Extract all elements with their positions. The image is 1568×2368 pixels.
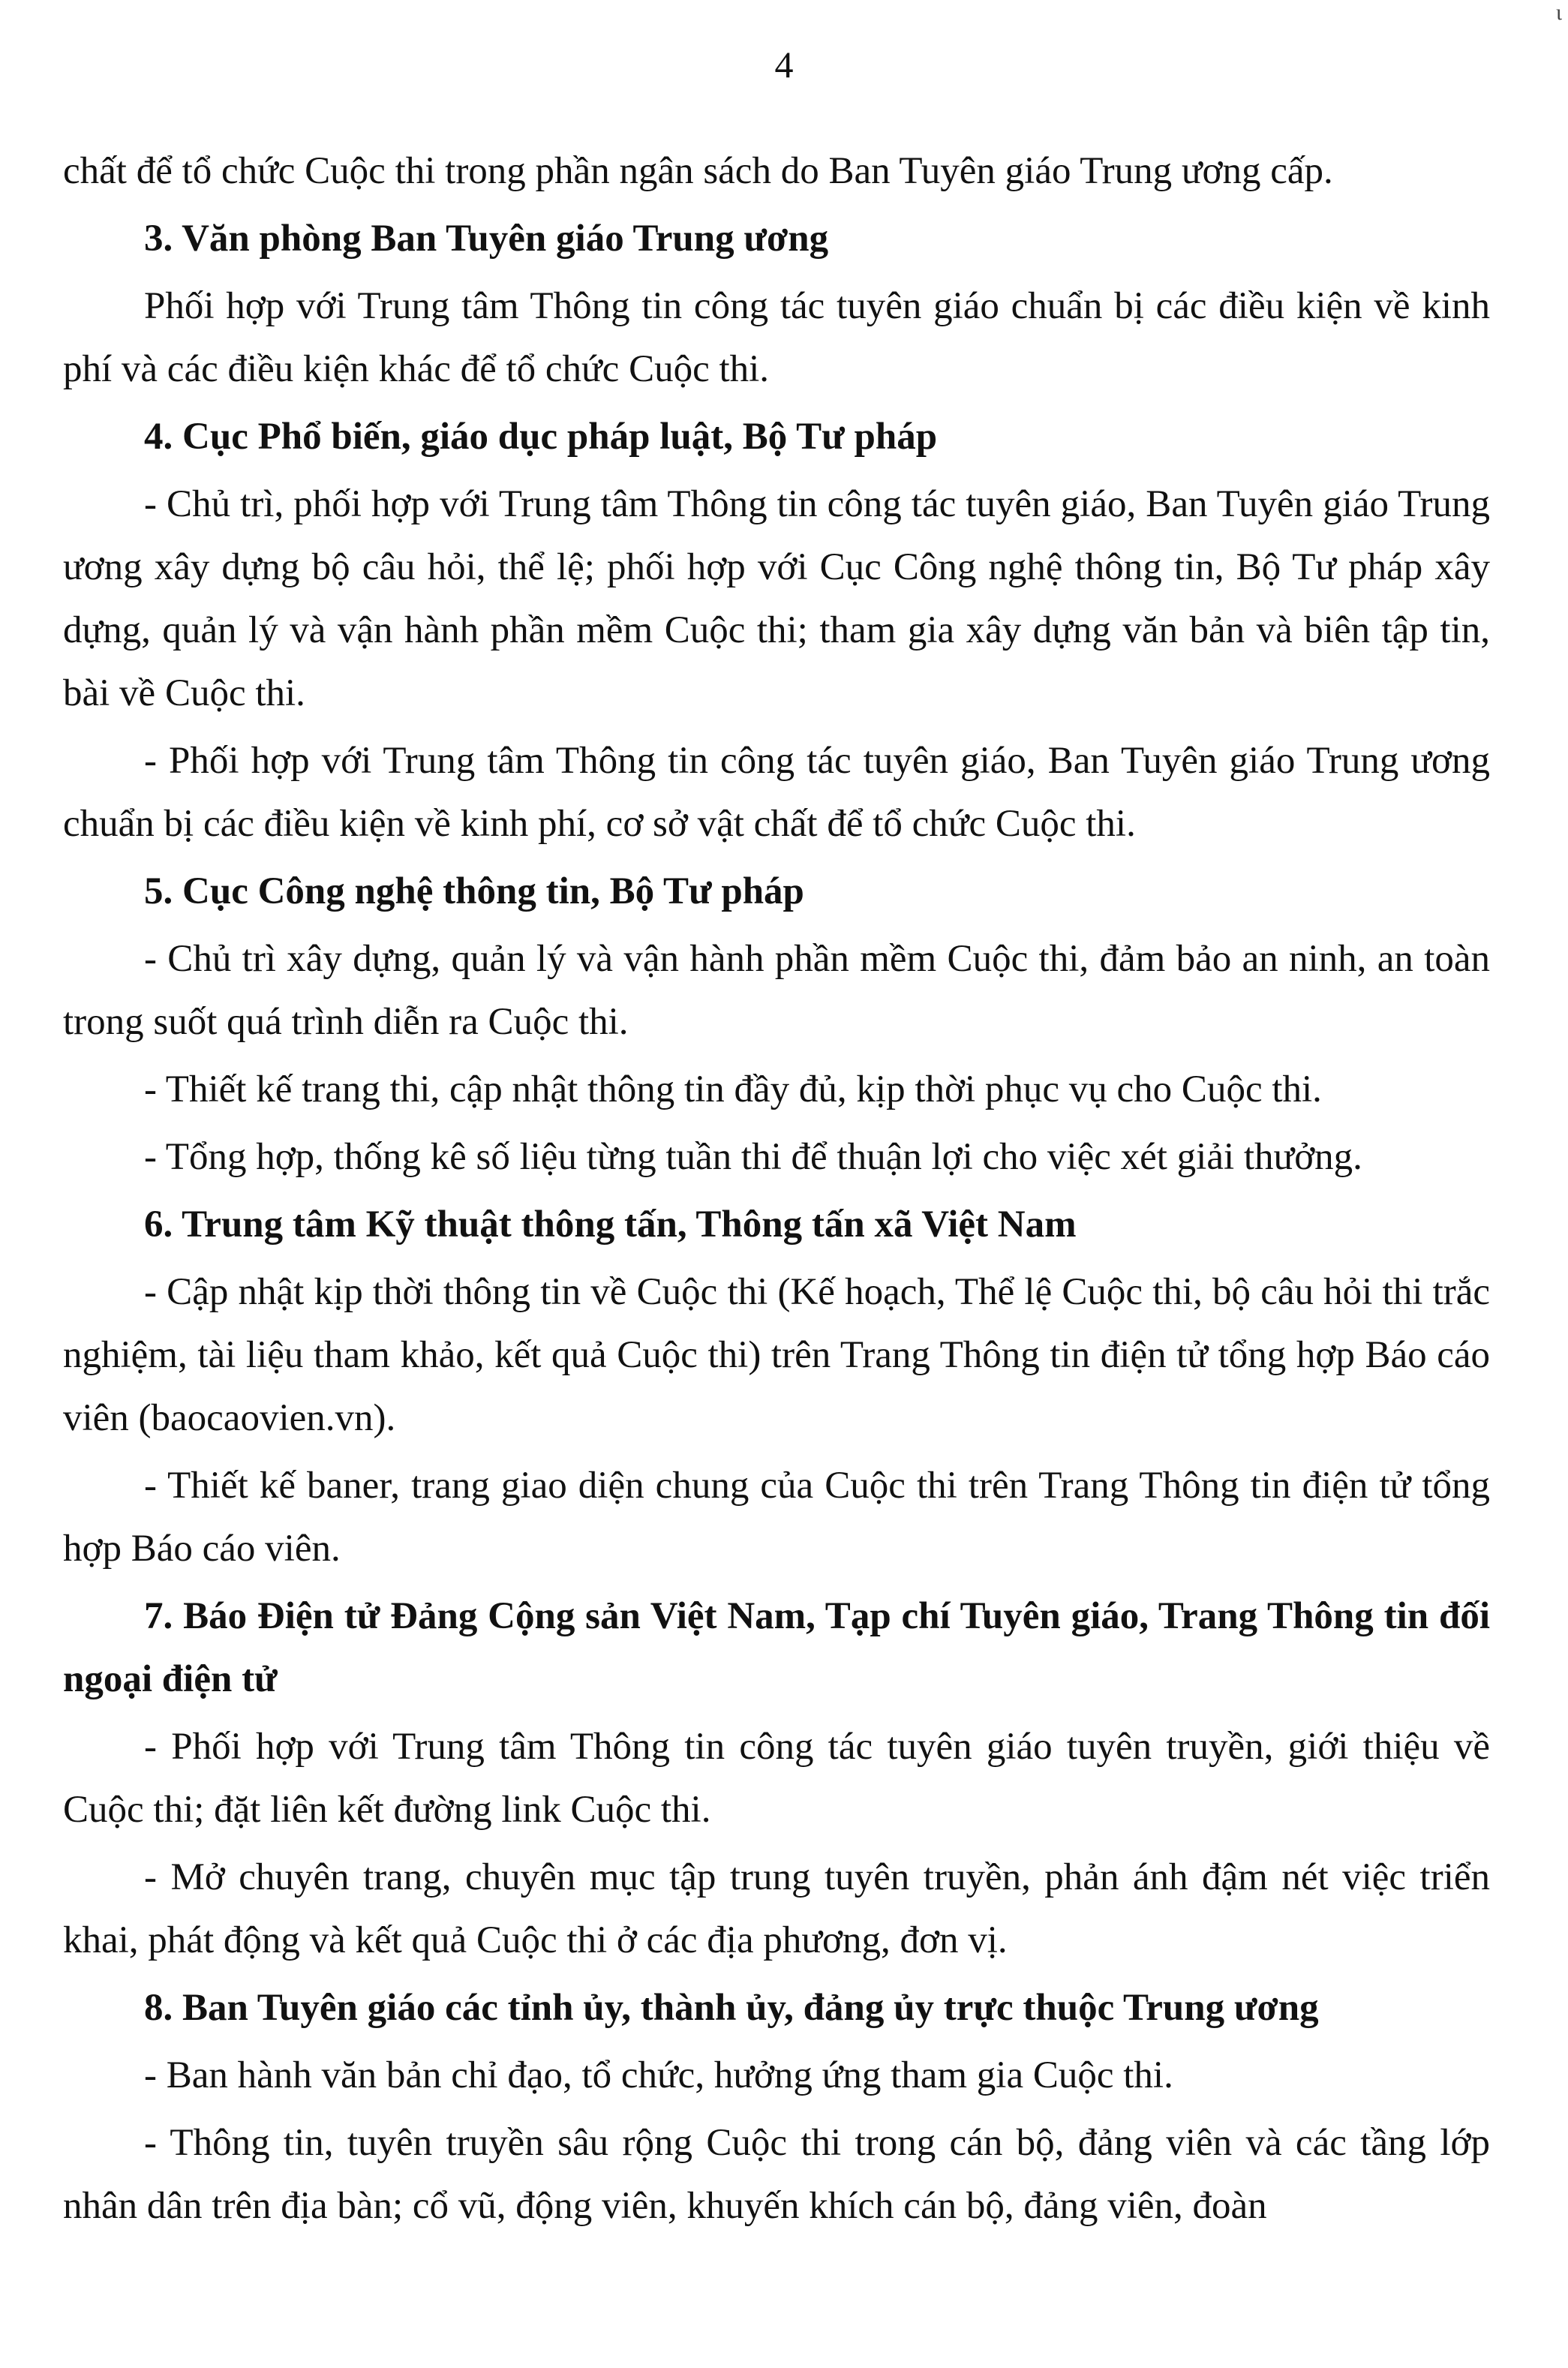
- section-heading-8: 8. Ban Tuyên giáo các tỉnh ủy, thành ủy, đảng ủy trực thuộc Trung ương: [144, 1987, 1319, 2029]
- section-8-paragraph-1: - Ban hành văn bản chỉ đạo, tổ chức, hưởng ứng tham gia Cuộc thi.: [144, 2054, 1173, 2096]
- scan-mark: ι: [1555, 0, 1562, 25]
- continued-paragraph: chất để tổ chức Cuộc thi trong phần ngân sách do Ban Tuyên giáo Trung ương cấp.: [63, 150, 1333, 192]
- section-7-paragraph-2: - Mở chuyên trang, chuyên mục tập trung tuyên truyền, phản ánh đậm nét việc triển khai, phát động và kết quả Cuộc thi ở các địa phương, đơn vị.: [63, 1856, 1490, 1961]
- section-8-paragraph-2: - Thông tin, tuyên truyền sâu rộng Cuộc thi trong cán bộ, đảng viên và các tầng lớp nhân dân trên địa bàn; cổ vũ, động viên, khuyến khích cán bộ, đảng viên, đoàn: [63, 2122, 1490, 2227]
- section-heading-6: 6. Trung tâm Kỹ thuật thông tấn, Thông tấn xã Việt Nam: [144, 1204, 1077, 1246]
- section-6-paragraph-1: - Cập nhật kịp thời thông tin về Cuộc thi (Kế hoạch, Thể lệ Cuộc thi, bộ câu hỏi thi trắc nghiệm, tài liệu tham khảo, kết quả Cuộc thi) trên Trang Thông tin điện tử tổng hợp Báo cáo viên (baocaovien.vn).: [63, 1271, 1490, 1439]
- section-heading-7: 7. Báo Điện tử Đảng Cộng sản Việt Nam, Tạp chí Tuyên giáo, Trang Thông tin đối ngoại điện tử: [63, 1595, 1490, 1700]
- section-7-paragraph-1: - Phối hợp với Trung tâm Thông tin công tác tuyên giáo tuyên truyền, giới thiệu về Cuộc thi; đặt liên kết đường link Cuộc thi.: [63, 1726, 1490, 1831]
- page-number: 4: [774, 44, 794, 86]
- document-body: [63, 140, 1490, 2242]
- section-3-paragraph-1: Phối hợp với Trung tâm Thông tin công tác tuyên giáo chuẩn bị các điều kiện về kinh phí và các điều kiện khác để tổ chức Cuộc thi.: [63, 285, 1490, 390]
- section-4-paragraph-2: - Phối hợp với Trung tâm Thông tin công tác tuyên giáo, Ban Tuyên giáo Trung ương chuẩn bị các điều kiện về kinh phí, cơ sở vật chất để tổ chức Cuộc thi.: [63, 740, 1490, 845]
- section-heading-5: 5. Cục Công nghệ thông tin, Bộ Tư pháp: [144, 870, 804, 912]
- section-6-paragraph-2: - Thiết kế baner, trang giao diện chung của Cuộc thi trên Trang Thông tin điện tử tổng hợp Báo cáo viên.: [63, 1465, 1490, 1570]
- section-heading-3: 3. Văn phòng Ban Tuyên giáo Trung ương: [144, 218, 829, 260]
- section-4-paragraph-1: - Chủ trì, phối hợp với Trung tâm Thông tin công tác tuyên giáo, Ban Tuyên giáo Trung ương xây dựng bộ câu hỏi, thể lệ; phối hợp với Cục Công nghệ thông tin, Bộ Tư pháp xây dựng, quản lý và vận hành phần mềm Cuộc thi; tham gia xây dựng văn bản và biên tập tin, bài về Cuộc thi.: [63, 483, 1490, 714]
- section-5-paragraph-2: - Thiết kế trang thi, cập nhật thông tin đầy đủ, kịp thời phục vụ cho Cuộc thi.: [144, 1068, 1322, 1110]
- section-heading-4: 4. Cục Phổ biến, giáo dục pháp luật, Bộ Tư pháp: [144, 416, 938, 458]
- section-5-paragraph-3: - Tổng hợp, thống kê số liệu từng tuần thi để thuận lợi cho việc xét giải thưởng.: [144, 1136, 1362, 1178]
- section-5-paragraph-1: - Chủ trì xây dựng, quản lý và vận hành phần mềm Cuộc thi, đảm bảo an ninh, an toàn trong suốt quá trình diễn ra Cuộc thi.: [63, 938, 1490, 1043]
